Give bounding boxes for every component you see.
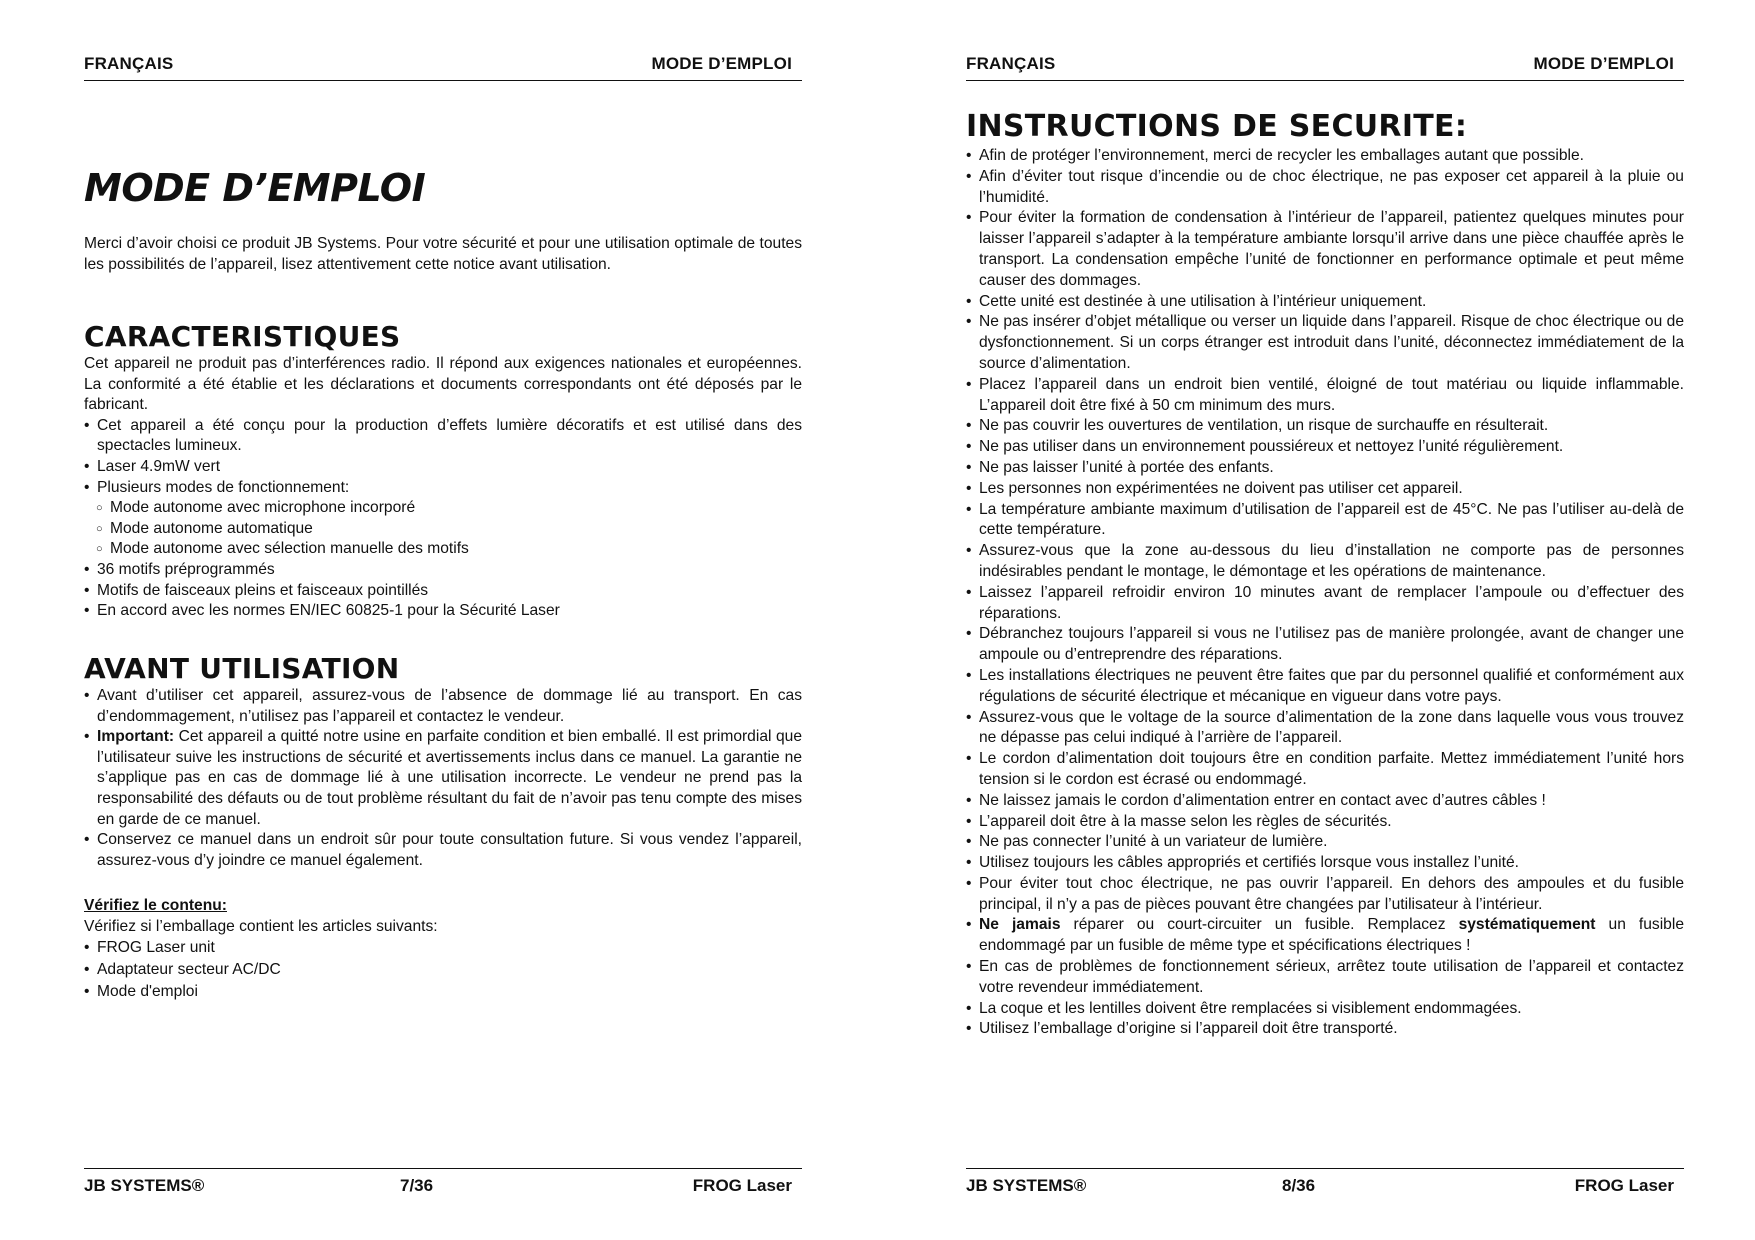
fuse-bold-1: Ne jamais xyxy=(979,916,1061,934)
contents-intro: Vérifiez si l’emballage contient les articles suivants: xyxy=(84,917,438,935)
footer-product: FROG Laser xyxy=(692,1176,792,1195)
list-item: ○ Mode autonome avec microphone incorporé xyxy=(84,498,802,519)
contents-section xyxy=(84,896,802,1003)
footer-page-number: 7/36 xyxy=(400,1176,434,1195)
contents-heading: Vérifiez le contenu: xyxy=(84,897,227,914)
list-item: • Plusieurs modes de fonctionnement: xyxy=(84,478,802,499)
list-item: • Motifs de faisceaux pleins et faisceaux pointillés xyxy=(84,581,802,602)
fuse-text-2: un fusible endommagé par un fusible de même type et spécifications électriques ! xyxy=(979,916,1684,955)
list-item: • Pour éviter la formation de condensation à l’intérieur de l’appareil, patientez quelques minutes pour laisser l’appareil s’adapter à la température ambiante lorsqu’il arrive dans une pièce chauffée après le transport. La condensation empêche l’unité de fonctionner en performance optimale et peut même causer des dommages. xyxy=(966,208,1684,291)
before-use-heading: AVANT UTILISATION xyxy=(84,652,400,685)
page-footer xyxy=(84,1168,802,1195)
list-item: • Ne laissez jamais le cordon d’alimentation entrer en contact avec d’autres câbles ! xyxy=(966,791,1684,812)
footer-brand: JB SYSTEMS® xyxy=(966,1176,1087,1195)
important-label: Important: xyxy=(97,728,175,746)
list-item: • Ne pas insérer d’objet métallique ou verser un liquide dans l’appareil. Risque de choc électrique ou de dysfonctionnement. Si un corps étranger est introduit dans l’unité, déconnectez immédiatement de la source d’alimentation. xyxy=(966,312,1684,374)
list-item: ○ Mode autonome automatique xyxy=(84,519,802,540)
list-item: • Cette unité est destinée à une utilisation à l’intérieur uniquement. xyxy=(966,292,1684,313)
list-item: • La coque et les lentilles doivent être remplacées si visiblement endommagées. xyxy=(966,999,1684,1020)
contents-list xyxy=(84,937,802,1003)
features-list xyxy=(84,416,802,498)
footer-product: FROG Laser xyxy=(1574,1176,1674,1195)
fuse-bold-2: systématiquement xyxy=(1458,916,1596,934)
list-item: • Avant d’utiliser cet appareil, assurez-vous de l’absence de dommage lié au transport. En cas d’endommagement, n’utilisez pas l’appareil et contactez le vendeur. xyxy=(84,686,802,727)
list-item: • Ne pas utiliser dans un environnement poussiéreux et nettoyez l’unité régulièrement. xyxy=(966,437,1684,458)
important-text: Cet appareil a quitté notre usine en parfaite condition et bien emballé. Il est primordial que l’utilisateur suive les instructions de sécurité et avertissements inclus dans ce manuel. La garantie ne s’applique pas en cas de dommage lié à une utilisation incorrecte. Le vendeur ne prend pas la responsabilité des défauts ou de tout problème résultant du fait de n’avoir pas tenu compte des mises en garde de ce manuel. xyxy=(97,728,802,828)
right-page xyxy=(966,0,1684,1240)
before-use-list xyxy=(84,686,802,871)
list-item: • Mode d'emploi xyxy=(84,981,802,1003)
safety-heading: INSTRUCTIONS DE SECURITE: xyxy=(966,109,1468,144)
list-item xyxy=(84,727,802,830)
list-item: • La température ambiante maximum d’utilisation de l’appareil est de 45°C. Ne pas l’utiliser au-delà de cette température. xyxy=(966,500,1684,542)
footer-brand: JB SYSTEMS® xyxy=(84,1176,205,1195)
list-item: • Laser 4.9mW vert xyxy=(84,457,802,478)
list-item xyxy=(966,915,1684,957)
list-item: • L’appareil doit être à la masse selon les règles de sécurités. xyxy=(966,812,1684,833)
page-title: MODE D’EMPLOI xyxy=(84,166,426,210)
list-item: • Assurez-vous que le voltage de la source d’alimentation de la zone dans laquelle vous vous trouvez ne dépasse pas celui indiqué à l’arrière de l’appareil. xyxy=(966,708,1684,750)
list-item: • Ne pas connecter l’unité à un variateur de lumière. xyxy=(966,832,1684,853)
list-item: • Le cordon d’alimentation doit toujours être en condition parfaite. Mettez immédiatement l’unité hors tension si le cordon est écrasé ou endommagé. xyxy=(966,749,1684,791)
left-page xyxy=(84,0,802,1240)
intro-section xyxy=(84,234,802,275)
features-section xyxy=(84,320,802,622)
list-item: • Afin d’éviter tout risque d’incendie ou de choc électrique, ne pas exposer cet appareil à la pluie ou l’humidité. xyxy=(966,167,1684,209)
header-title: MODE D’EMPLOI xyxy=(1533,54,1674,73)
page-header xyxy=(966,54,1684,81)
safety-list xyxy=(966,146,1684,1040)
header-language: FRANÇAIS xyxy=(84,54,174,73)
page-header xyxy=(84,54,802,81)
list-item: • Pour éviter tout choc électrique, ne pas ouvrir l’appareil. En dehors des ampoules et du fusible principal, il n’y a pas de pièces pouvant être changées par l’utilisateur à l’intérieur. xyxy=(966,874,1684,916)
list-item: • Conservez ce manuel dans un endroit sûr pour toute consultation future. Si vous vendez l’appareil, assurez-vous d’y joindre ce manuel également. xyxy=(84,830,802,871)
features-list-2 xyxy=(84,560,802,622)
fuse-text-1: réparer ou court-circuiter un fusible. Remplacez xyxy=(1060,916,1459,934)
list-item: • Laissez l’appareil refroidir environ 10 minutes avant de remplacer l’ampoule ou d’effectuer des réparations. xyxy=(966,583,1684,625)
list-item: • Adaptateur secteur AC/DC xyxy=(84,959,802,981)
header-language: FRANÇAIS xyxy=(966,54,1056,73)
safety-section xyxy=(966,108,1684,1040)
list-item: • En accord avec les normes EN/IEC 60825-1 pour la Sécurité Laser xyxy=(84,601,802,622)
list-item: • En cas de problèmes de fonctionnement sérieux, arrêtez toute utilisation de l’appareil et contactez votre revendeur immédiatement. xyxy=(966,957,1684,999)
list-item: • Ne pas couvrir les ouvertures de ventilation, un risque de surchauffe en résulterait. xyxy=(966,416,1684,437)
list-item: • Les installations électriques ne peuvent être faites que par du personnel qualifié et conformément aux régulations de sécurité électrique et mécanique en vigueur dans votre pays. xyxy=(966,666,1684,708)
list-item: • Utilisez toujours les câbles appropriés et certifiés lorsque vous installez l’unité. xyxy=(966,853,1684,874)
list-item: • 36 motifs préprogrammés xyxy=(84,560,802,581)
before-use-section xyxy=(84,652,802,871)
features-intro: Cet appareil ne produit pas d’interférences radio. Il répond aux exigences nationales et européennes. La conformité a été établie et les déclarations et documents correspondants ont été déposés par le fabricant. xyxy=(84,355,802,414)
features-heading: CARACTERISTIQUES xyxy=(84,320,401,353)
list-item: ○ Mode autonome avec sélection manuelle des motifs xyxy=(84,539,802,560)
list-item: • Placez l’appareil dans un endroit bien ventilé, éloigné de tout matériau ou liquide inflammable. L’appareil doit être fixé à 50 cm minimum des murs. xyxy=(966,375,1684,417)
list-item: • Ne pas laisser l’unité à portée des enfants. xyxy=(966,458,1684,479)
list-item: • Débranchez toujours l’appareil si vous ne l’utilisez pas de manière prolongée, avant de changer une ampoule ou d’entreprendre des réparations. xyxy=(966,624,1684,666)
list-item: • FROG Laser unit xyxy=(84,937,802,959)
modes-list xyxy=(84,498,802,560)
list-item: • Afin de protéger l’environnement, merci de recycler les emballages autant que possible. xyxy=(966,146,1684,167)
list-item: • Assurez-vous que la zone au-dessous du lieu d’installation ne comporte pas de personnes indésirables pendant le montage, le démontage et les opérations de maintenance. xyxy=(966,541,1684,583)
intro-paragraph: Merci d’avoir choisi ce produit JB Systems. Pour votre sécurité et pour une utilisation optimale de toutes les possibilités de l’appareil, lisez attentivement cette notice avant utilisation. xyxy=(84,235,802,273)
footer-page-number: 8/36 xyxy=(1282,1176,1316,1195)
page-footer xyxy=(966,1168,1684,1195)
list-item: • Utilisez l’emballage d’origine si l’appareil doit être transporté. xyxy=(966,1019,1684,1040)
header-title: MODE D’EMPLOI xyxy=(651,54,792,73)
list-item: • Les personnes non expérimentées ne doivent pas utiliser cet appareil. xyxy=(966,479,1684,500)
list-item: • Cet appareil a été conçu pour la production d’effets lumière décoratifs et est utilisé dans des spectacles lumineux. xyxy=(84,416,802,457)
